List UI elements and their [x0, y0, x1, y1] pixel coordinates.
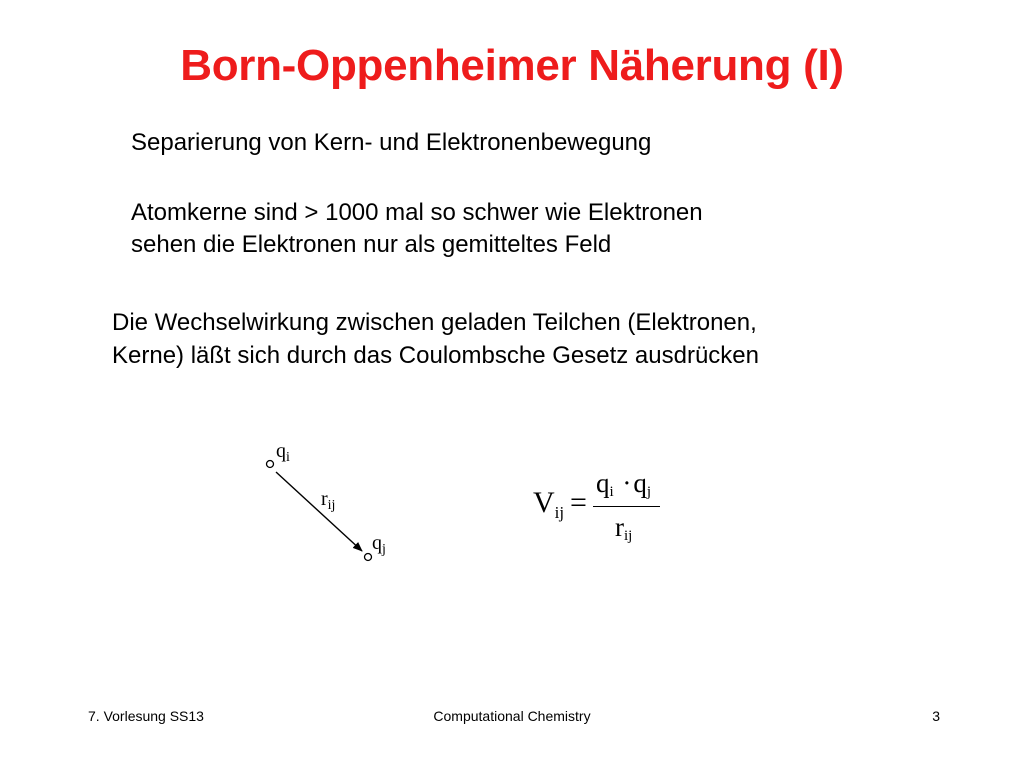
distance-arrow	[276, 472, 362, 551]
text-separation: Separierung von Kern- und Elektronenbewegung	[131, 129, 652, 156]
text-nuclei-mass: Atomkerne sind > 1000 mal so schwer wie Elektronen	[131, 199, 703, 226]
charge-j-circle	[365, 554, 372, 561]
label-rij: $r_{ij}$	[321, 488, 336, 513]
formula-equals: =	[570, 486, 587, 519]
label-qj: $q_j$	[372, 532, 386, 557]
label-qi: $q_i$	[276, 440, 290, 465]
text-interaction-line2: Kerne) läßt sich durch das Coulombsche Gesetz ausdrücken	[112, 342, 759, 369]
formula-lhs: $V_{ij}$	[533, 486, 565, 522]
formula-numerator: $q_i \cdot q_j$	[596, 468, 652, 500]
charge-i-circle	[267, 461, 274, 468]
footer-lecture: 7. Vorlesung SS13	[88, 708, 204, 724]
formula-denominator: $r_{ij}$	[615, 512, 633, 544]
footer-course: Computational Chemistry	[433, 708, 591, 724]
footer-page-number: 3	[932, 708, 940, 724]
text-averaged-field: sehen die Elektronen nur als gemitteltes Feld	[131, 231, 612, 258]
text-interaction-line1: Die Wechselwirkung zwischen geladen Teilchen (Elektronen,	[112, 309, 757, 336]
slide-title: Born-Oppenheimer Näherung (I)	[180, 41, 844, 90]
fraction-bar	[593, 506, 660, 507]
